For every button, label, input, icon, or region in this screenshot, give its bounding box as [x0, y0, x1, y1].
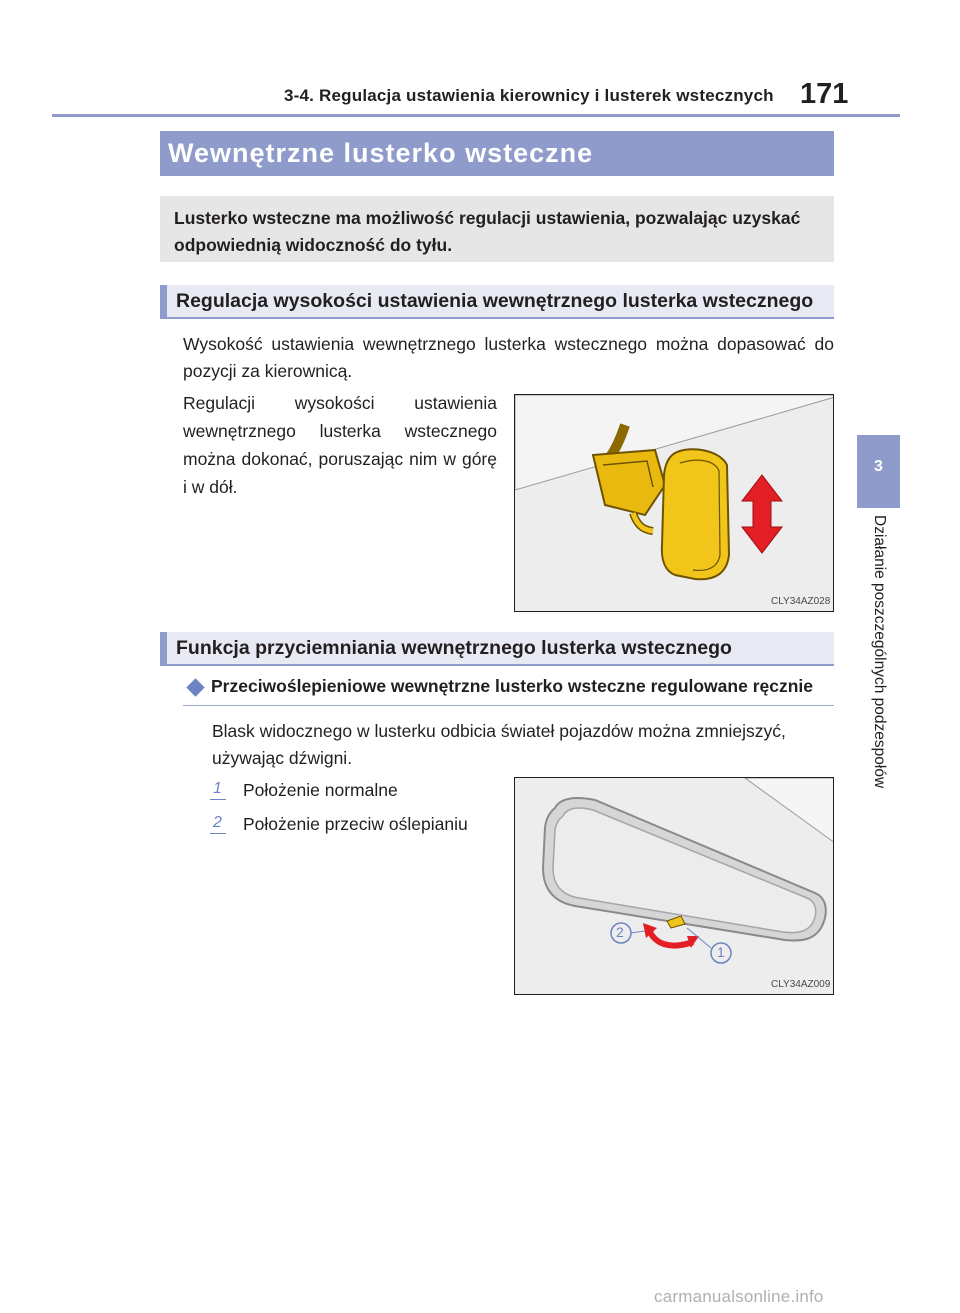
section-heading-dimming — [160, 632, 834, 666]
page-title: Wewnętrzne lusterko wsteczne — [168, 138, 594, 168]
item-number: 1 — [213, 780, 222, 797]
diamond-bullet-icon — [186, 678, 204, 696]
callout-number: 2 — [616, 924, 624, 940]
title-bar — [160, 131, 834, 176]
section1-para2: Regulacji wysokości ustawienia wewnętrznego lusterka wstecznego można dokonać, poruszając nim w górę i w dół. — [183, 393, 497, 497]
watermark: carmanualsonline.info — [654, 1287, 824, 1306]
item-number: 2 — [213, 814, 222, 831]
section1-para1: Wysokość ustawienia wewnętrznego lusterka wstecznego można dopasować do pozycji za kierownicą. — [183, 334, 834, 381]
item-text: Położenie normalne — [243, 780, 398, 800]
section2-para: Blask widocznego w lusterku odbicia świateł pojazdów można zmniejszyć, używając dźwigni. — [212, 721, 786, 768]
intro-text: Lusterko wsteczne ma możliwość regulacji ustawienia, pozwalając uzyskać odpowiednią widoczność do tyłu. — [174, 208, 801, 255]
running-header: 3-4. Regulacja ustawienia kierownicy i lusterek wstecznych — [284, 86, 774, 105]
chapter-label — [868, 515, 890, 835]
section-heading-text: Funkcja przyciemniania wewnętrznego lusterka wstecznego — [176, 637, 732, 659]
section-heading-text: Regulacja wysokości ustawienia wewnętrznego lusterka wstecznego — [176, 290, 814, 312]
chapter-number: 3 — [874, 458, 883, 475]
section-heading-marker — [160, 632, 167, 664]
item-number-underline — [210, 799, 226, 800]
chapter-label-text: Działanie poszczególnych podzespołów — [871, 515, 888, 789]
item-number-underline — [210, 833, 226, 834]
figure-mirror-height — [514, 394, 834, 612]
section-heading-height — [160, 285, 834, 319]
header-rule — [52, 114, 900, 117]
subsection-heading: Przeciwoślepieniowe wewnętrzne lusterko wsteczne regulowane ręcznie — [211, 676, 813, 696]
section-heading-marker — [160, 285, 167, 317]
subsection-rule — [183, 705, 834, 706]
item-text: Położenie przeciw oślepianiu — [243, 814, 468, 834]
intro-box — [160, 196, 834, 262]
figure-mirror-dimming — [514, 777, 834, 995]
callout-number: 1 — [717, 944, 725, 960]
page-number: 171 — [800, 78, 849, 110]
figure-code: CLY34AZ009 — [771, 979, 831, 990]
figure-code: CLY34AZ028 — [771, 596, 831, 607]
